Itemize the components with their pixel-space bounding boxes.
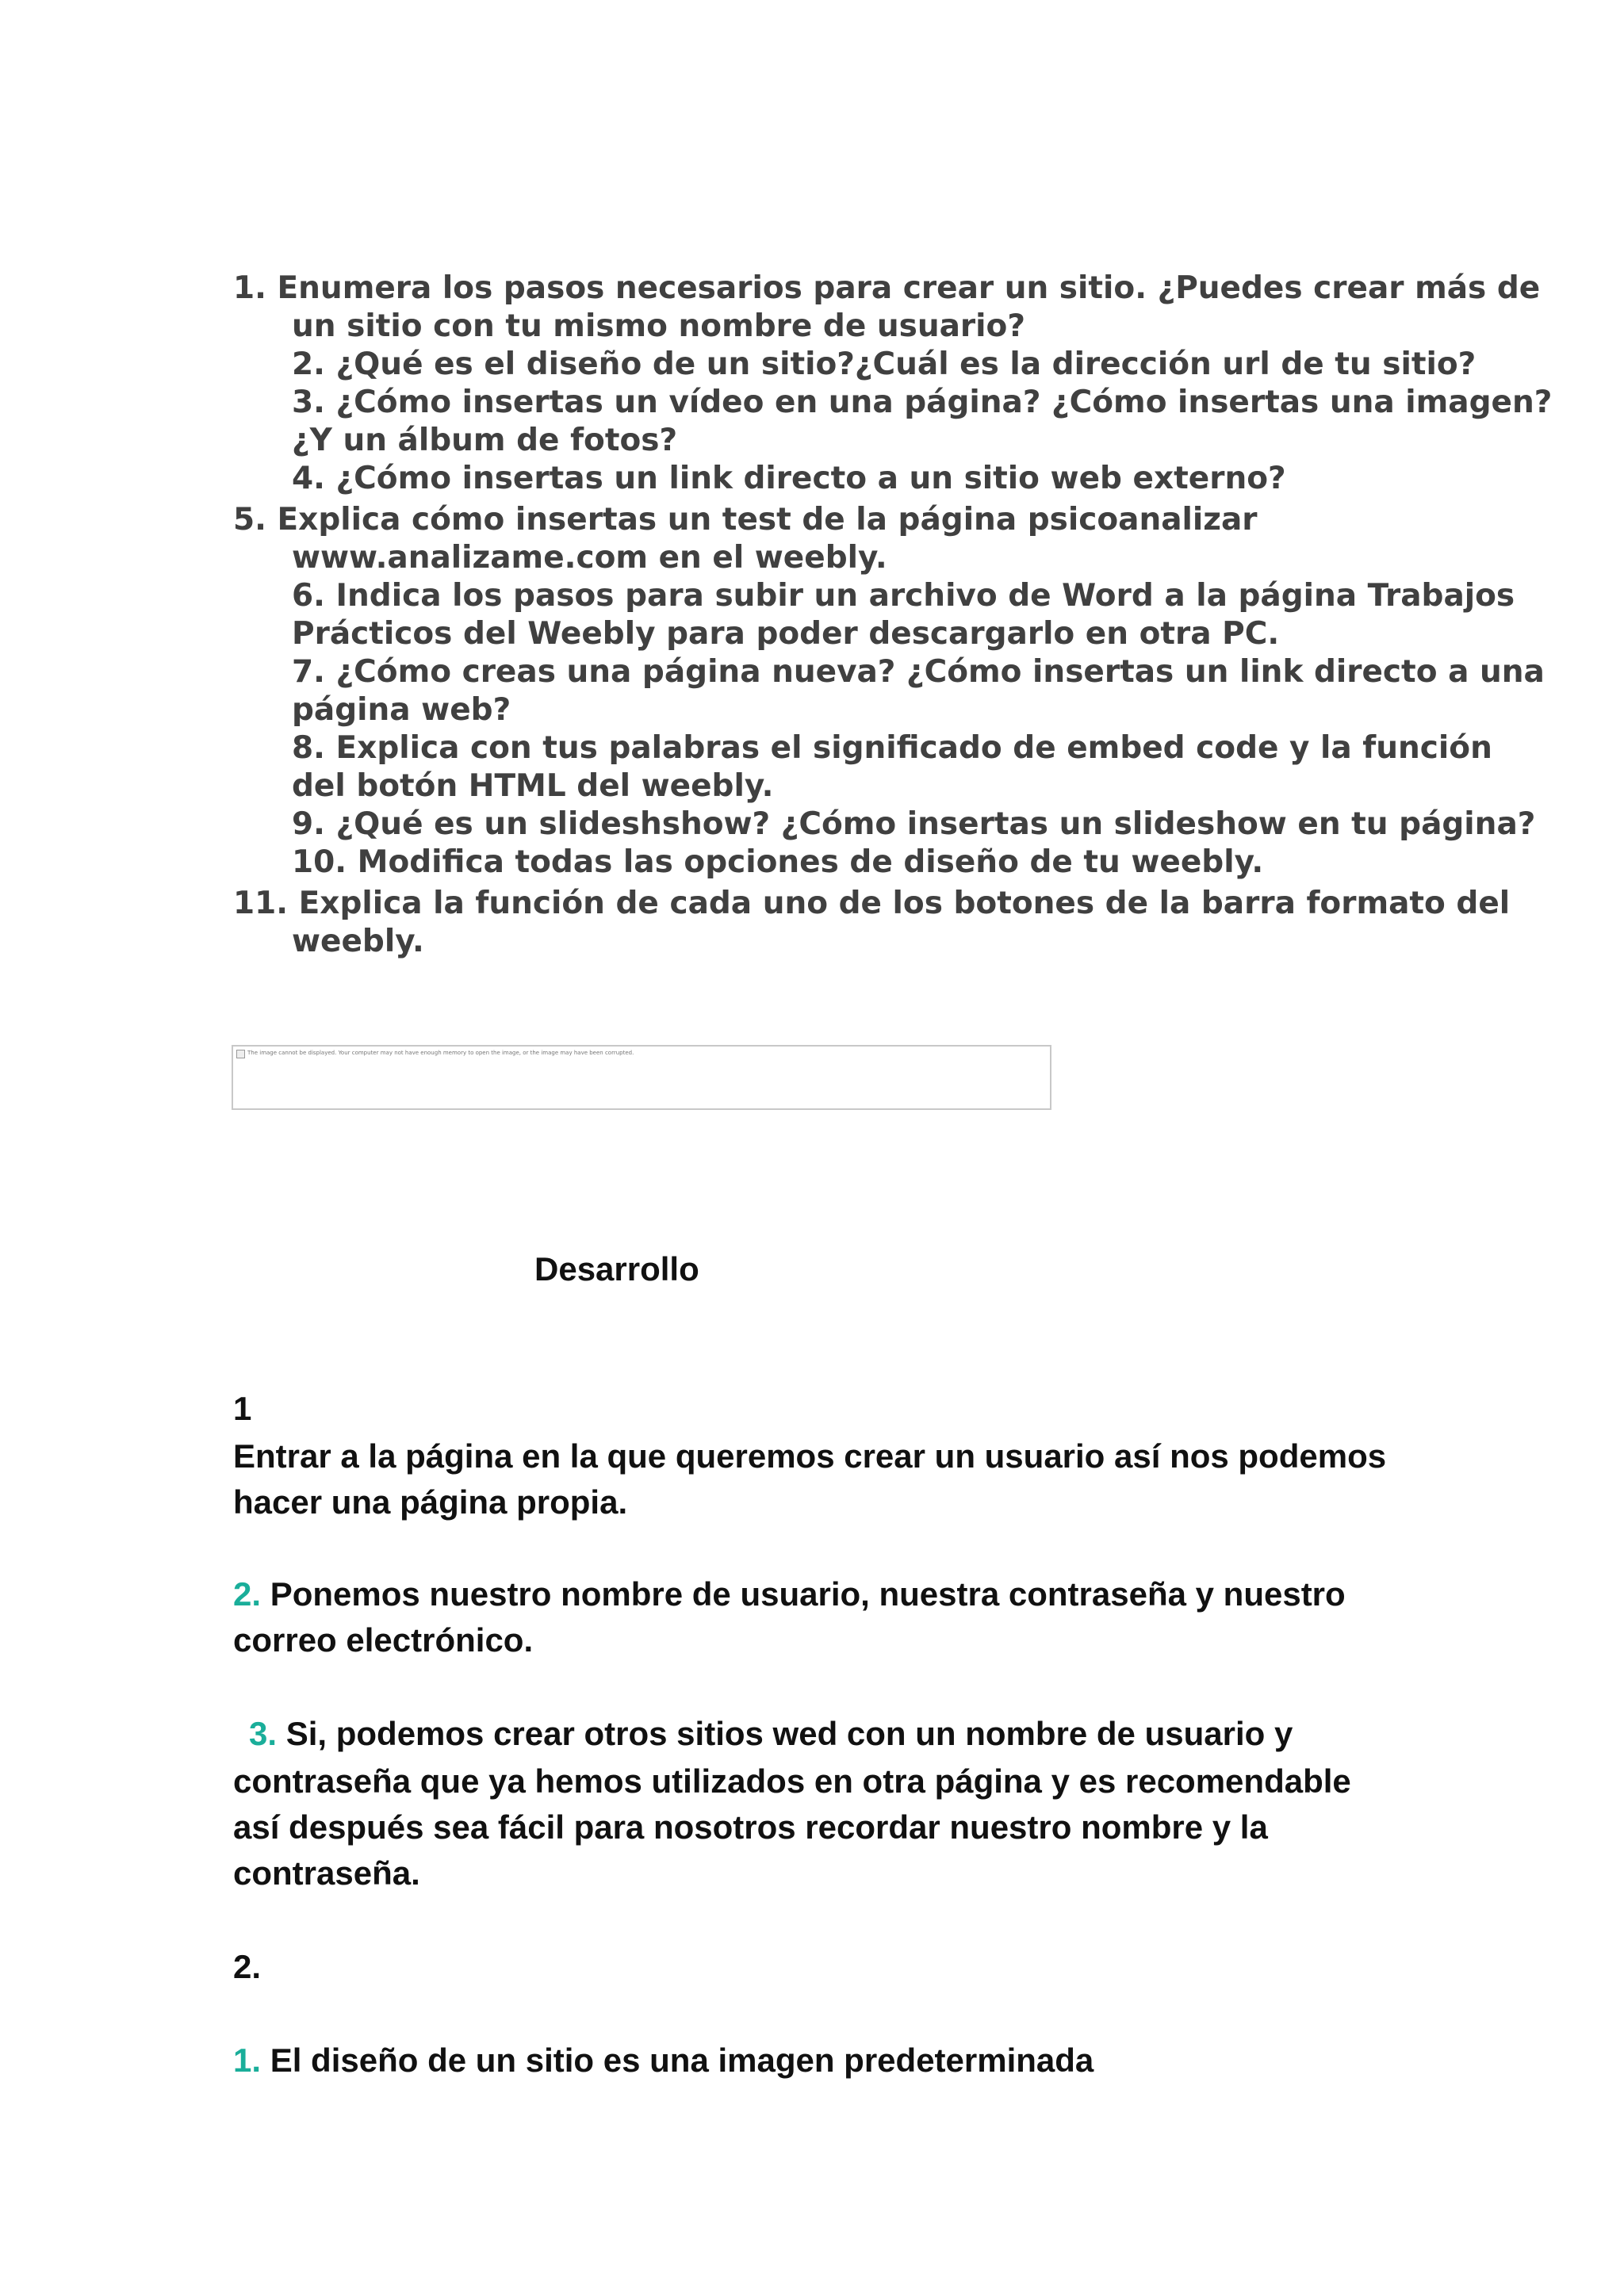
broken-image-message: The image cannot be displayed. Your computer may not have enough memory to open the image, or the image may have been corrupted.	[247, 1050, 634, 1056]
question-11-line-1: 11. Explica la función de cada uno de los botones de la barra formato del	[233, 886, 1511, 921]
answer-2-1-number: 1.	[233, 2042, 262, 2079]
answer-2-1-line-1: El diseño de un sitio es una imagen predeterminada	[270, 2042, 1094, 2079]
answer-3-line-4: contraseña.	[233, 1854, 420, 1892]
broken-image-placeholder	[232, 1045, 1051, 1110]
question-8-line-2: del botón HTML del weebly.	[292, 768, 774, 804]
answer-3	[249, 1711, 1293, 1757]
answer-2-line-2: correo electrónico.	[233, 1621, 534, 1659]
answer-3-line-2: contraseña que ya hemos utilizados en otra página y es recomendable	[233, 1762, 1351, 1800]
answer-3-line-3: así después sea fácil para nosotros recordar nuestro nombre y la	[233, 1808, 1268, 1846]
answer-2	[233, 1571, 1346, 1617]
question-7-line-2: página web?	[292, 692, 511, 728]
question-6-line-1: 6. Indica los pasos para subir un archivo de Word a la página Trabajos	[292, 578, 1515, 614]
question-2: 2. ¿Qué es el diseño de un sitio?¿Cuál es la dirección url de tu sitio?	[292, 346, 1477, 382]
question-3-line-1: 3. ¿Cómo insertas un vídeo en una página? ¿Cómo insertas una imagen?	[292, 385, 1553, 420]
question-3-line-2: ¿Y un álbum de fotos?	[292, 423, 678, 458]
question-1-line-2: un sitio con tu mismo nombre de usuario?	[292, 308, 1025, 344]
answer-1-number: 1	[233, 1390, 252, 1427]
question-5-line-2: www.analizame.com en el weebly.	[292, 540, 887, 576]
answer-1-line-2: hacer una página propia.	[233, 1483, 628, 1521]
question-1-line-1: 1. Enumera los pasos necesarios para crear un sitio. ¿Puedes crear más de	[233, 270, 1541, 306]
answer-2-line-1: Ponemos nuestro nombre de usuario, nuestra contraseña y nuestro	[270, 1575, 1346, 1613]
question-8-line-1: 8. Explica con tus palabras el significado de embed code y la función	[292, 730, 1492, 766]
answer-3-line-1: Si, podemos crear otros sitios wed con un nombre de usuario y	[285, 1715, 1293, 1752]
broken-image-icon	[236, 1050, 245, 1058]
answer-section-2-number: 2.	[233, 1948, 262, 1985]
question-11-line-2: weebly.	[292, 924, 424, 959]
question-6-line-2: Prácticos del Weebly para poder descargarlo en otra PC.	[292, 616, 1280, 652]
section-title: Desarrollo	[534, 1250, 699, 1288]
answer-1-line-1: Entrar a la página en la que queremos crear un usuario así nos podemos	[233, 1437, 1387, 1475]
answer-2-1	[233, 2038, 1094, 2084]
question-7-line-1: 7. ¿Cómo creas una página nueva? ¿Cómo insertas un link directo a una	[292, 654, 1545, 690]
question-5-line-1: 5. Explica cómo insertas un test de la página psicoanalizar	[233, 502, 1258, 538]
answer-2-number: 2.	[233, 1575, 262, 1613]
question-10: 10. Modifica todas las opciones de diseño de tu weebly.	[292, 844, 1264, 880]
answer-3-number: 3.	[249, 1715, 278, 1752]
question-4: 4. ¿Cómo insertas un link directo a un sitio web externo?	[292, 461, 1286, 496]
question-9: 9. ¿Qué es un slideshshow? ¿Cómo insertas un slideshow en tu página?	[292, 806, 1536, 842]
